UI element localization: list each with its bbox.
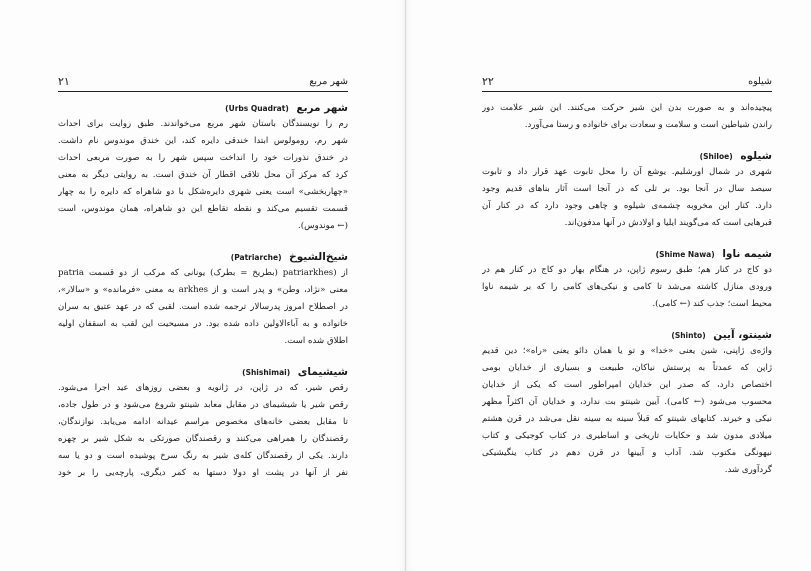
text-line: قسمت تقسیم می‌کند و نقطه تقاطع این دو شاهراه، همان موندوس، است bbox=[58, 204, 348, 214]
right-page-header bbox=[482, 77, 772, 92]
entry-title: شیلوه bbox=[740, 150, 772, 162]
text-line: رقص شیر، که در ژاپن، در ژانویه و بعضی روزهای عید اجرا می‌شود. bbox=[58, 383, 348, 393]
left-page-content bbox=[58, 100, 348, 496]
entry-latin-term: (Urbs Quadrat) bbox=[225, 104, 289, 113]
text-line: واژه‌ی ژاپنی، شین یعنی «خدا» و تو یا همان دائو یعنی «راه»؛ دین قدیم bbox=[482, 346, 772, 356]
text-line: ورودی منازل کاشته می‌شد تا کامی و نیکی‌های کامی را که بر شیمه ناوا bbox=[482, 282, 772, 292]
entry-shinto bbox=[482, 327, 772, 479]
entry-heading bbox=[482, 246, 772, 262]
entry-shime-nawa bbox=[482, 246, 772, 313]
entry-latin-term: (Shiloe) bbox=[699, 152, 733, 161]
entry-title: شیخ‌الشیوخ bbox=[289, 251, 348, 263]
right-page-number: ۲۲ bbox=[482, 75, 494, 88]
text-line: رقص شیر یا شیشیمای در مقابل معابد شینتو شروع می‌شود و در طول جاده، bbox=[58, 400, 348, 410]
left-page-header bbox=[58, 77, 348, 92]
text-line: محیط است؛ جذب کند (← کامی). bbox=[652, 299, 772, 309]
text-line: دارد. کنار این مخروبه چشمه‌ی شیلوه و چاهی وجود دارد که در کنار آن bbox=[482, 201, 772, 211]
entry-heading bbox=[58, 100, 348, 116]
entry-title: شیمه ناوا bbox=[722, 248, 772, 260]
text-line: دارند. یکی از رقصندگان کله‌ی شیر به رنگ سرخ پوشیده است و دو یا سه bbox=[58, 451, 348, 461]
continued-paragraph bbox=[482, 100, 772, 134]
text-line: تا مقابل بعضی خانه‌های مخصوص مراسم عیدانه ادامه می‌یابد. نوازندگان، bbox=[58, 417, 348, 427]
text-line: معنی «نژاد، وطن» و پدر است و از arkhes به معنی «فرمانده» و «سالار»، bbox=[58, 285, 348, 295]
left-running-title: شهر مربع bbox=[309, 76, 348, 87]
text-line: گردآوری شد. bbox=[724, 465, 772, 475]
entry-latin-term: (Patriarche) bbox=[230, 253, 282, 262]
text-line: در خندق نذورات خود را انداخت سپس شهر را به صورت مربعی احداث bbox=[58, 153, 348, 163]
entry-heading bbox=[482, 148, 772, 164]
entry-shiloe bbox=[482, 148, 772, 232]
text-line: میلادی مدون شد و حکایات تاریخی و اساطیری در کتاب کوجیکی و کتاب bbox=[482, 431, 772, 441]
text-line: راندن شیاطین است و سلامت و سعادت برای خانواده و رستا می‌آورد. bbox=[524, 120, 772, 130]
text-line: خانواده و به آباءالاولین داده شده بود. در مسیحیت این لقب به اسقفان اولیه bbox=[58, 319, 348, 329]
left-page-number: ۲۱ bbox=[58, 75, 70, 88]
entry-title: شینتو، آیین bbox=[713, 329, 772, 341]
entry-title: شیشیمای bbox=[297, 366, 348, 378]
text-line: سیصد سال در آنجا بود. بر تلی که در آنجا است آثار بناهای قدیم وجود bbox=[482, 184, 772, 194]
text-line: نفر از آنها در پشت او دولا دستها به کمر دیگری، پارچه‌یی را بر خود bbox=[58, 468, 348, 478]
entry-latin-term: (Shime Nawa) bbox=[655, 250, 715, 259]
entry-heading bbox=[482, 327, 772, 343]
right-page-content bbox=[482, 100, 772, 493]
text-line: ژاپن که عمدتاً به پرستش نیاکان، طبیعت و بسیاری از خدایان بومی bbox=[482, 363, 772, 373]
text-line: در اصطلاح امروز پدرسالار ترجمه شده است. لقبی که در عهد عتیق به سران bbox=[58, 302, 348, 312]
text-line: نیکی و خیرند. کتابهای شینتو که قبلاً سینه به سینه نقل می‌شد در قرن هشتم bbox=[482, 414, 772, 424]
entry-latin-term: (Shinto) bbox=[671, 331, 706, 340]
text-line: محسوب می‌شود (← کامی). آیین شینتو بت ندارد، و خدایان آن اکثراً مظهر bbox=[482, 397, 772, 407]
entry-heading bbox=[58, 249, 348, 265]
text-line: شهر رم، رومولوس ابتدا خندقی دایره کند، این خندق موندوس نام داشت. bbox=[58, 136, 348, 146]
text-line: دو کاج در کنار هم؛ طبق رسوم ژاپن، در هنگام بهار دو کاج در کنار هم در bbox=[482, 265, 772, 275]
entry-heading bbox=[58, 364, 348, 380]
text-line: قبرهایی است که می‌گویند ایلیا و اولادش در آنها مدفون‌اند. bbox=[564, 218, 772, 228]
right-page bbox=[406, 0, 811, 571]
text-line: رقصندگان را همراهی می‌کنند و رقصندگان صورتکی به شکل شیر بر چهره bbox=[58, 434, 348, 444]
entry-latin-term: (Shishimai) bbox=[242, 368, 291, 377]
entry-title: شهر مربع bbox=[296, 102, 348, 114]
text-line: از (patriarkhes (بطریخ = بطرک) یونانی که مرکب از دو قسمت patria bbox=[58, 268, 348, 278]
text-line: رم را نویسندگان باستان شهر مربع می‌خواندند. طبق روایت برای احداث bbox=[58, 119, 348, 129]
text-line: شهری در شمال اورشلیم. یوشع آن را محل تابوت عهد قرار داد و تابوت bbox=[482, 167, 772, 177]
text-line: کرد که مرکز آن محل تلاقی اقطار آن خندق است. به روایتی دیگر به معنی bbox=[58, 170, 348, 180]
entry-urbs-quadrat bbox=[58, 100, 348, 235]
text-line: اطلاق شده است. bbox=[284, 336, 348, 346]
entry-patriarche bbox=[58, 249, 348, 350]
text-line: «چهاربخشی» است یعنی شهری دایره‌شکل با دو شاهراه که دایره را به چهار bbox=[58, 187, 348, 197]
text-line: نیهونگی مکتوب شد. آداب و آیینها در قرن دهم در کتاب ینگیشیکی bbox=[482, 448, 772, 458]
right-running-title: شیلوه bbox=[748, 76, 772, 87]
text-line: پیچیده‌اند و به صورت بدن این شیر حرکت می‌کنند. این شیر علامت دور bbox=[482, 103, 772, 113]
entry-shishimai bbox=[58, 364, 348, 482]
text-line: اختصاص دارد، که صدر این خدایان امپراطور است که یکی از خدایان bbox=[482, 380, 772, 390]
text-line: (← موندوس). bbox=[298, 221, 348, 231]
